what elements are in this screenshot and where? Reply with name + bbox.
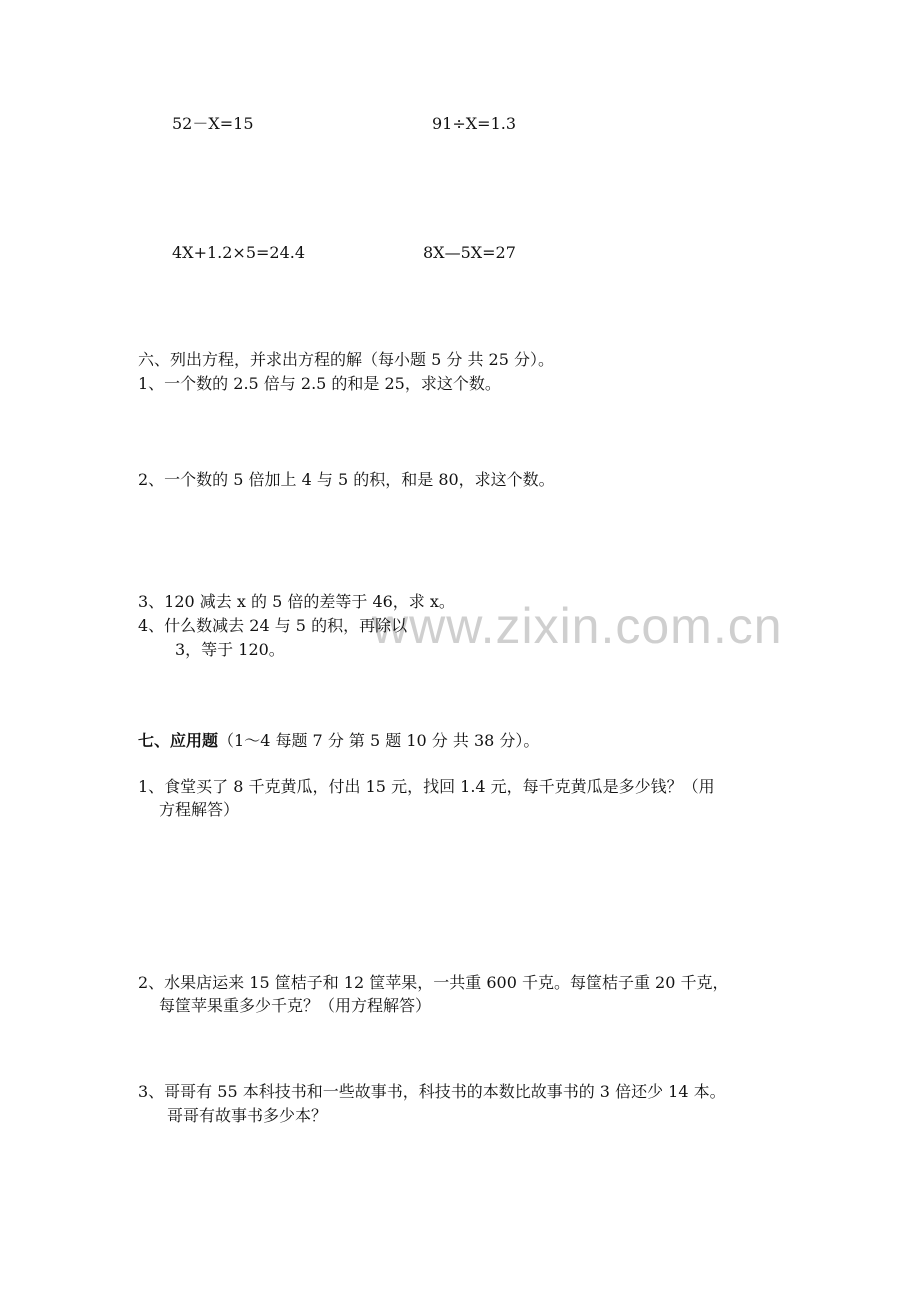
section-six-question-4-line-1: 4、什么数减去 24 与 5 的积，再除以 — [138, 616, 408, 635]
equation-2: 91÷X=1.3 — [432, 114, 517, 133]
section-seven-heading-detail: （1～4 每题 7 分 第 5 题 10 分 共 38 分）。 — [218, 731, 540, 750]
section-six-question-3: 3、120 减去 x 的 5 倍的差等于 46，求 x。 — [138, 592, 455, 611]
section-seven-question-1-line-1: 1、食堂买了 8 千克黄瓜，付出 15 元，找回 1.4 元，每千克黄瓜是多少钱？（用 — [138, 777, 715, 796]
section-seven-question-1-line-2: 方程解答） — [159, 800, 240, 819]
equation-1: 52－X=15 — [172, 114, 254, 133]
section-seven-heading — [138, 731, 539, 751]
equation-3: 4X+1.2×5=24.4 — [172, 243, 306, 262]
section-six-question-4-line-2: 3，等于 120。 — [175, 640, 285, 659]
equation-4: 8X—5X=27 — [423, 243, 516, 262]
section-six-question-1: 1、一个数的 2.5 倍与 2.5 的和是 25，求这个数。 — [138, 374, 501, 393]
section-seven-question-3-line-1: 3、哥哥有 55 本科技书和一些故事书，科技书的本数比故事书的 3 倍还少 14 本。 — [138, 1082, 726, 1101]
section-seven-question-2-line-1: 2、水果店运来 15 筐桔子和 12 筐苹果，一共重 600 千克。每筐桔子重 20 千克， — [138, 973, 729, 992]
section-seven-question-2-line-2: 每筐苹果重多少千克？（用方程解答） — [159, 996, 432, 1015]
section-six-heading: 六、列出方程，并求出方程的解（每小题 5 分 共 25 分）。 — [138, 350, 554, 369]
section-six-question-2: 2、一个数的 5 倍加上 4 与 5 的积，和是 80，求这个数。 — [138, 470, 555, 489]
section-seven-heading-title: 七、应用题 — [138, 731, 219, 750]
section-seven-question-3-line-2: 哥哥有故事书多少本？ — [167, 1106, 328, 1125]
watermark-text: www.zixin.com.cn — [372, 598, 783, 654]
